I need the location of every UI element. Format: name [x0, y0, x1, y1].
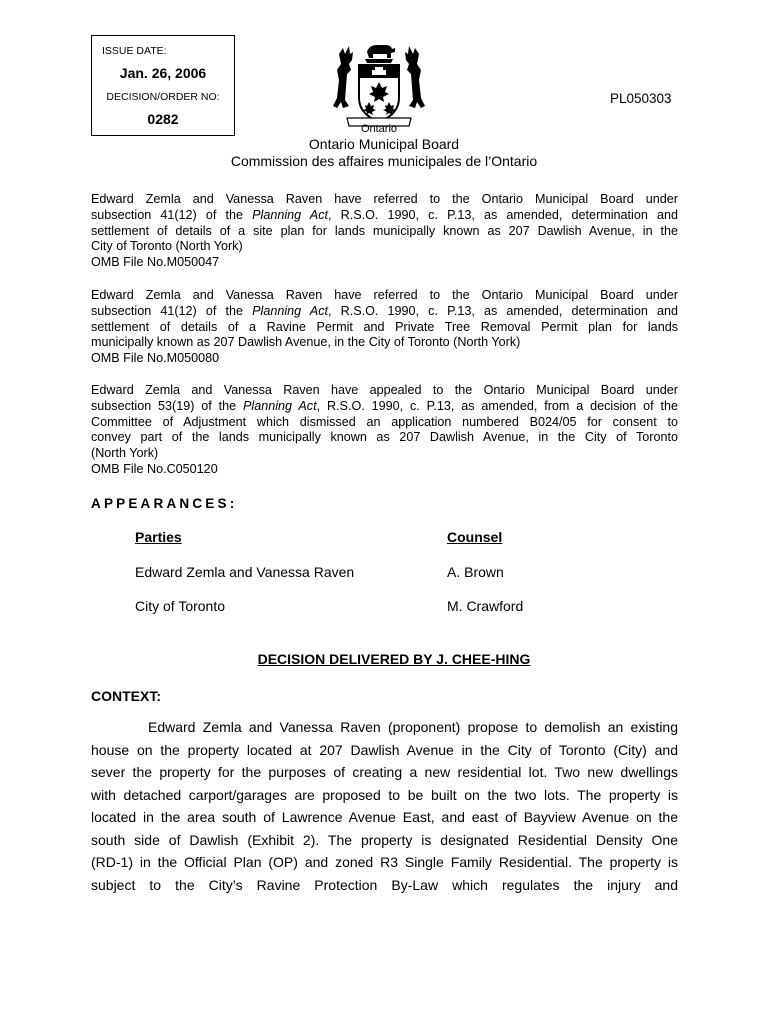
crest-caption: Ontario — [360, 123, 398, 135]
paragraph-line: with detached carport/garages are proposed to be built on the two lots. The property is — [91, 786, 678, 803]
act-title: Planning Act — [243, 398, 317, 413]
issue-date-label: ISSUE DATE: — [102, 45, 167, 57]
ontario-coat-of-arms-icon — [329, 40, 429, 132]
counsel-name: M. Crawford — [447, 598, 524, 614]
paragraph-line: municipally known as 207 Dawlish Avenue, in the City of Toronto (North York) — [91, 335, 521, 350]
context-paragraph — [91, 716, 678, 896]
board-name-english: Ontario Municipal Board — [308, 136, 460, 152]
decision-heading: DECISION DELIVERED BY J. CHEE-HING — [257, 651, 531, 667]
paragraph-line: located in the area south of Lawrence Avenue East, and east of Bayview Avenue on the — [91, 809, 678, 825]
party-name: City of Toronto — [135, 598, 226, 614]
paragraph-line: settlement of details of a site plan for lands municipally known as 207 Dawlish Avenue, in the — [91, 223, 678, 238]
omb-file-number: OMB File No.M050047 — [91, 255, 220, 270]
paragraph-line: subsection 41(12) of the Planning Act, R.S.O. 1990, c. P.13, as amended, determination and — [91, 303, 678, 318]
party-name: Edward Zemla and Vanessa Raven — [135, 564, 355, 580]
context-heading: CONTEXT: — [91, 688, 161, 704]
paragraph-line: south side of Dawlish (Exhibit 2). The property is designated Residential Density One — [91, 831, 678, 848]
paragraph-line: subsection 53(19) of the Planning Act, R.S.O. 1990, c. P.13, as amended, from a decision of the — [91, 398, 679, 413]
referral-paragraph-1 — [91, 192, 678, 271]
issue-info-box — [91, 35, 235, 136]
counsel-column-header: Counsel — [447, 529, 503, 545]
paragraph-line: Edward Zemla and Vanessa Raven have referred to the Ontario Municipal Board under — [91, 288, 678, 302]
decision-order-value: 0282 — [147, 111, 179, 127]
referral-paragraph-2 — [91, 288, 678, 367]
omb-file-number: OMB File No.C050120 — [91, 461, 218, 476]
omb-file-number: OMB File No.M050080 — [91, 351, 220, 366]
paragraph-line: Edward Zemla and Vanessa Raven have appealed to the Ontario Municipal Board under — [91, 383, 678, 397]
board-name-french: Commission des affaires municipales de l’Ontario — [230, 153, 538, 169]
paragraph-line: subject to the City’s Ravine Protection By-Law which regulates the injury and — [91, 876, 678, 893]
paragraph-line: subsection 41(12) of the Planning Act, R.S.O. 1990, c. P.13, as amended, determination and — [91, 207, 678, 222]
paragraph-line: house on the property located at 207 Dawlish Avenue in the City of Toronto (City) and — [91, 741, 678, 758]
paragraph-line: Edward Zemla and Vanessa Raven (proponent) propose to demolish an existing — [148, 719, 678, 735]
paragraph-line: Committee of Adjustment which dismissed an application numbered B024/05 for consent to — [91, 414, 678, 429]
counsel-name: A. Brown — [447, 564, 504, 580]
paragraph-line: Edward Zemla and Vanessa Raven have referred to the Ontario Municipal Board under — [91, 192, 678, 206]
paragraph-line: City of Toronto (North York) — [91, 239, 243, 254]
issue-date-value: Jan. 26, 2006 — [119, 65, 207, 81]
decision-order-label: DECISION/ORDER NO: — [106, 91, 220, 103]
paragraph-line: settlement of details of a Ravine Permit and Private Tree Removal Permit plan for lands — [91, 319, 678, 334]
paragraph-line: convey part of the lands municipally known as 207 Dawlish Avenue, in the City of Toronto — [91, 430, 678, 445]
paragraph-line: (North York) — [91, 446, 159, 461]
act-title: Planning Act — [252, 207, 328, 222]
parties-column-header: Parties — [135, 529, 182, 545]
appeal-paragraph — [91, 383, 678, 478]
paragraph-line: sever the property for the purposes of creating a new residential lot. Two new dwellings — [91, 764, 678, 780]
file-number: PL050303 — [610, 91, 672, 106]
paragraph-line: (RD-1) in the Official Plan (OP) and zoned R3 Single Family Residential. The property is — [91, 854, 678, 870]
act-title: Planning Act — [252, 303, 328, 318]
appearances-heading: APPEARANCES: — [91, 496, 238, 511]
